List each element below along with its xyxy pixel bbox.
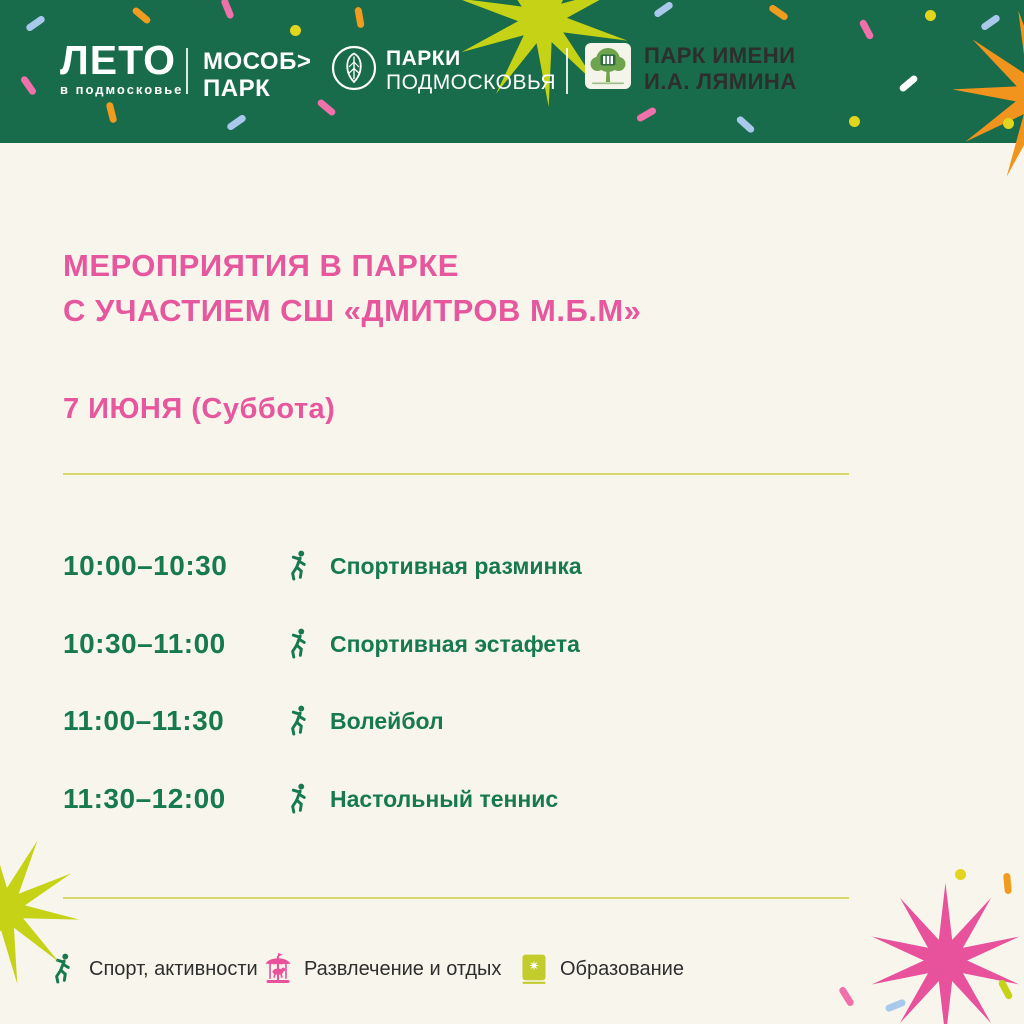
- logo-lyamina-line2: И.А. ЛЯМИНА: [644, 68, 797, 94]
- confetti-dot: [1003, 118, 1014, 129]
- logo-leto: [60, 37, 184, 97]
- logo-mosobpark-line1: МОСОБ>: [203, 48, 312, 75]
- legend-item-sport: [48, 946, 258, 992]
- runner-icon: [282, 549, 316, 583]
- logo-parki-line1: ПАРКИ: [386, 46, 461, 70]
- logo-divider: [566, 48, 568, 94]
- logo-mosobpark: [203, 48, 311, 102]
- confetti-dash: [106, 101, 118, 123]
- confetti-dot: [849, 116, 860, 127]
- legend-label: Образование: [560, 957, 684, 980]
- confetti-dot: [925, 10, 936, 21]
- event-time: 10:00–10:30: [63, 550, 228, 581]
- page-title: [63, 243, 641, 333]
- event-name: Спортивная разминка: [330, 552, 582, 579]
- confetti-dot: [955, 869, 966, 880]
- carousel-icon: [263, 952, 293, 986]
- logo-leto-title: ЛЕТО: [60, 37, 177, 83]
- schedule-row: [63, 777, 558, 821]
- runner-icon: [282, 627, 316, 661]
- event-name: Спортивная эстафета: [330, 630, 580, 657]
- confetti-dash: [354, 7, 365, 29]
- event-time: 11:00–11:30: [63, 705, 225, 736]
- logo-leto-subtitle: в подмосковье: [60, 82, 184, 97]
- logo-park-lyamina: [584, 42, 797, 95]
- legend-label: Спорт, активности: [89, 957, 258, 980]
- divider-line: [63, 897, 849, 899]
- logo-parki-podmoskovya: [330, 44, 556, 97]
- logo-parki-line2: ПОДМОСКОВЬЯ: [386, 70, 557, 94]
- confetti-dash: [220, 0, 234, 20]
- header-band: [0, 0, 1024, 143]
- event-name: Настольный теннис: [330, 785, 559, 812]
- page-title-line1: МЕРОПРИЯТИЯ В ПАРКЕ: [63, 248, 459, 283]
- confetti-dash: [20, 75, 38, 96]
- page-title-line2: С УЧАСТИЕМ СШ «ДМИТРОВ М.Б.М»: [63, 293, 642, 328]
- legend-item-entertainment: [263, 946, 501, 992]
- confetti-dash: [316, 98, 337, 117]
- runner-icon: [282, 782, 316, 816]
- confetti-dash: [653, 1, 674, 19]
- confetti-dash: [636, 106, 658, 123]
- legend-item-education: [519, 946, 684, 992]
- leaf-circle-icon: [330, 44, 378, 97]
- divider-line: [63, 473, 849, 475]
- confetti-dash: [1003, 873, 1012, 895]
- confetti-dash: [898, 74, 919, 93]
- confetti-dash: [226, 114, 247, 132]
- confetti-dash: [858, 19, 874, 41]
- confetti-dash: [735, 115, 755, 134]
- confetti-dash: [131, 6, 152, 25]
- tree-icon: [584, 42, 632, 95]
- event-time: 10:30–11:00: [63, 628, 226, 659]
- confetti-dot: [290, 25, 301, 36]
- logo-mosobpark-line2: ПАРК: [203, 75, 271, 102]
- schedule-row: [63, 622, 580, 666]
- schedule-row: [63, 699, 444, 743]
- logo-divider: [186, 48, 188, 94]
- legend-label: Развлечение и отдых: [304, 957, 502, 980]
- logo-lyamina-line1: ПАРК ИМЕНИ: [644, 42, 796, 68]
- schedule-row: [63, 544, 582, 588]
- starburst-decoration: [848, 863, 1024, 1024]
- book-icon: [519, 952, 549, 986]
- confetti-dash: [25, 15, 46, 33]
- date-heading: 7 ИЮНЯ (Суббота): [63, 393, 336, 425]
- event-time: 11:30–12:00: [63, 783, 226, 814]
- event-name: Волейбол: [330, 707, 444, 734]
- runner-icon: [282, 704, 316, 738]
- confetti-dash: [768, 4, 789, 22]
